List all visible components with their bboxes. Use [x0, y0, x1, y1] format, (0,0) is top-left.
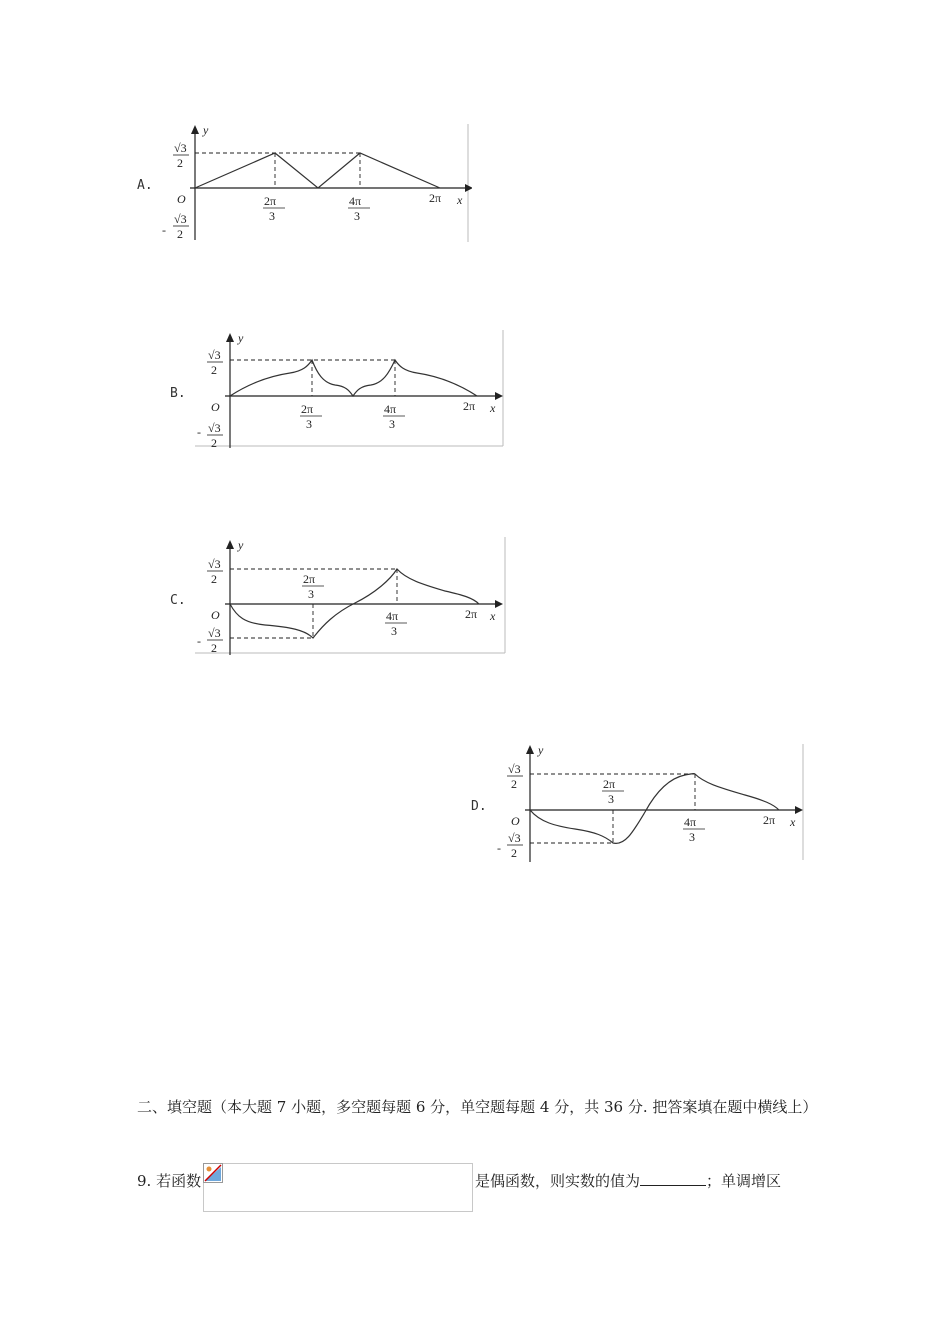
y-bot-neg: -: [497, 841, 501, 855]
y-axis-label: y: [238, 538, 244, 552]
origin-label: O: [211, 400, 220, 414]
x2-num: 4π: [386, 609, 399, 623]
x2-den: 3: [689, 830, 695, 844]
y-top-den: 2: [511, 777, 517, 791]
x-axis-arrow: [795, 806, 803, 814]
x-axis-label: x: [490, 609, 496, 623]
y-bot-label: √3: [208, 421, 221, 435]
option-b-label: B.: [170, 386, 186, 401]
option-b-graph: [195, 328, 507, 450]
formula-image-placeholder: [203, 1163, 473, 1212]
option-c-label: C.: [170, 593, 186, 608]
x-end-label: 2π: [463, 399, 476, 413]
x2-num: 4π: [684, 815, 697, 829]
curve: [195, 153, 440, 188]
option-d-label: D.: [471, 799, 487, 814]
question-9-text: [475, 1170, 781, 1191]
y-top-label: √3: [508, 762, 521, 776]
x2-den: 3: [354, 209, 360, 223]
x1-num: 2π: [603, 777, 616, 791]
x1-num: 2π: [303, 572, 316, 586]
x1-den: 3: [308, 587, 314, 601]
curve: [530, 774, 779, 844]
option-d-graph: [495, 742, 807, 864]
option-a-label: A.: [137, 178, 153, 193]
section-heading: 二、填空题（本大题 7 小题，多空题每题 6 分，单空题每题 4 分，共 36 分. 把答案填在题中横线上）: [137, 1098, 818, 1116]
x2-den: 3: [391, 624, 397, 638]
y-axis-arrow: [226, 333, 234, 342]
x2-num: 4π: [384, 402, 397, 416]
option-c-graph: [195, 535, 507, 657]
x1-num: 2π: [301, 402, 314, 416]
y-top-label: √3: [208, 348, 221, 362]
y-bot-label: √3: [174, 212, 187, 226]
y-top-den: 2: [211, 363, 217, 377]
y-axis-label: y: [203, 123, 209, 137]
y-axis-arrow: [226, 540, 234, 549]
y-bot-label: √3: [208, 626, 221, 640]
x-axis-label: x: [790, 815, 796, 829]
x-axis-label: x: [457, 193, 463, 207]
y-top-den: 2: [177, 156, 183, 170]
x-axis-arrow: [495, 392, 503, 400]
curve: [230, 360, 477, 396]
x2-num: 4π: [349, 194, 362, 208]
y-bot-den: 2: [211, 436, 217, 450]
y-bot-neg: -: [197, 425, 201, 439]
x-end-label: 2π: [763, 813, 776, 827]
broken-image-icon: [203, 1163, 223, 1183]
y-bot-den: 2: [511, 846, 517, 860]
origin-label: O: [177, 192, 186, 206]
y-axis-arrow: [191, 125, 199, 134]
y-bot-label: √3: [508, 831, 521, 845]
x-axis-label: x: [490, 401, 496, 415]
x1-den: 3: [269, 209, 275, 223]
x2-den: 3: [389, 417, 395, 431]
y-bot-den: 2: [177, 227, 183, 241]
y-bot-den: 2: [211, 641, 217, 655]
y-axis-arrow: [526, 745, 534, 754]
y-bot-neg: -: [197, 634, 201, 648]
y-bot-neg: -: [162, 223, 166, 237]
x-end-label: 2π: [429, 191, 442, 205]
y-top-label: √3: [208, 557, 221, 571]
question-9-middle: 是偶函数，则实数的值为: [475, 1172, 641, 1190]
x1-num: 2π: [264, 194, 277, 208]
answer-blank[interactable]: [640, 1171, 706, 1186]
x-end-label: 2π: [465, 607, 478, 621]
option-a-graph: [160, 122, 472, 244]
origin-label: O: [511, 814, 520, 828]
y-top-label: √3: [174, 141, 187, 155]
x1-den: 3: [306, 417, 312, 431]
question-9-suffix: ；单调增区: [706, 1172, 782, 1190]
origin-label: O: [211, 608, 220, 622]
question-9-prefix: 9. 若函数: [137, 1172, 202, 1190]
y-top-den: 2: [211, 572, 217, 586]
x1-den: 3: [608, 792, 614, 806]
x-axis-arrow: [495, 600, 503, 608]
y-axis-label: y: [538, 743, 544, 757]
y-axis-label: y: [238, 331, 244, 345]
